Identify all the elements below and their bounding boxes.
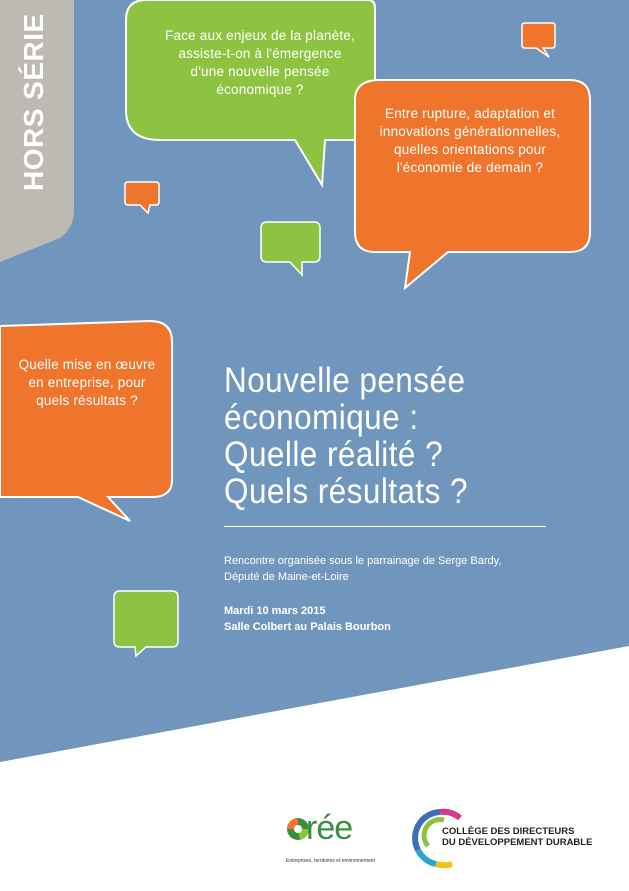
main-title: [224, 362, 575, 510]
oree-logo-tagline: Entreprises, territoires et environnement: [286, 858, 375, 864]
orange-speech-bubble-left: [0, 321, 172, 521]
college-logo-text: [442, 826, 592, 848]
subtitle-line-2: Député de Maine-et-Loire: [224, 571, 349, 583]
event-date: Mardi 10 mars 2015: [224, 605, 326, 617]
subtitle: [224, 553, 584, 585]
college-logo-line-1: COLLÈGE DES DIRECTEURS: [442, 826, 575, 837]
subtitle-line-1: Rencontre organisée sous le parrainage de Serge Bardy,: [224, 555, 502, 567]
event-details: [224, 603, 524, 635]
oree-logo-word: rée: [306, 809, 353, 847]
title-divider: [224, 526, 546, 527]
hors-serie-label: HORS SÉRIE: [18, 13, 49, 191]
title-line-2: économique :: [224, 398, 419, 437]
event-venue: Salle Colbert au Palais Bourbon: [224, 621, 391, 633]
title-line-4: Quels résultats ?: [224, 472, 469, 511]
college-logo: [412, 808, 612, 868]
oree-logo: [284, 808, 394, 868]
college-logo-line-2: DU DÉVELOPPEMENT DURABLE: [442, 837, 593, 848]
orange-bubble-question-1: Entre rupture, adaptation et innovations générationnelles, quelles orientations pour l'économie de demain ?: [379, 106, 561, 175]
orange-bubble-question-2: Quelle mise en œuvre en entreprise, pour quels résultats ?: [18, 357, 156, 408]
title-line-3: Quelle réalité ?: [224, 435, 444, 474]
title-line-1: Nouvelle pensée: [224, 361, 466, 400]
green-bubble-question: Face aux enjeux de la planète, assiste-t-on à l'émergence d'une nouvelle pensée économique ?: [165, 28, 355, 97]
small-green-bubble-bottom: [114, 591, 178, 656]
